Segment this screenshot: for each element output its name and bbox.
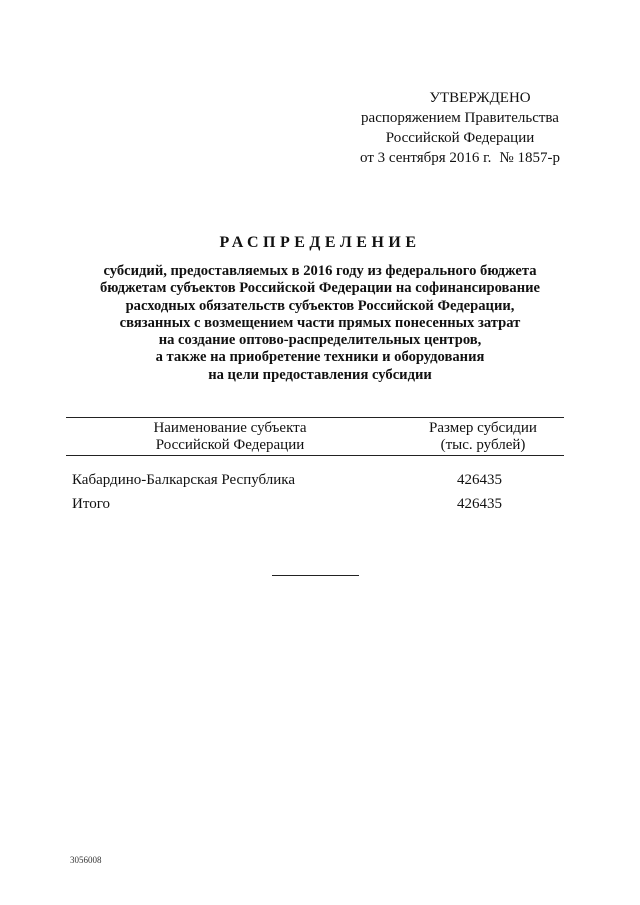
approval-stamp: УТВЕРЖДЕНО: [429, 90, 531, 106]
column-header-region-line-2: Российской Федерации: [155, 437, 305, 453]
total-label: Итого: [72, 496, 110, 512]
table-top-rule: [66, 417, 564, 418]
table-row: [72, 470, 572, 490]
approval-date: от 3 сентября 2016 г.: [360, 150, 492, 166]
column-header-region-line-1: Наименование субъекта: [153, 420, 307, 436]
approval-line-2: Российской Федерации: [385, 130, 535, 146]
approval-number: № 1857-р: [499, 150, 560, 166]
subtitle-line: связанных с возмещением части прямых понесенных затрат: [119, 314, 521, 331]
document-code: 3056008: [70, 855, 102, 865]
column-header-region: [100, 420, 360, 454]
subtitle-line: на цели предоставления субсидии: [208, 366, 432, 383]
document-title: РАСПРЕДЕЛЕНИЕ: [219, 234, 421, 251]
approval-block: [300, 88, 620, 168]
column-header-amount: [388, 420, 578, 454]
end-of-document-line: [272, 575, 359, 576]
subtitle-line: бюджетам субъектов Российской Федерации на софинансирование: [99, 280, 541, 297]
row-region-name: Кабардино-Балкарская Республика: [72, 472, 296, 488]
approval-date-line: [300, 148, 620, 168]
column-header-amount-line-2: (тыс. рублей): [440, 437, 526, 453]
column-header-amount-line-1: Размер субсидии: [429, 420, 537, 436]
total-amount: 426435: [457, 496, 502, 512]
subtitle-line: расходных обязательств субъектов Российской Федерации,: [125, 297, 515, 314]
subtitle-line: на создание оптово-распределительных центров,: [158, 332, 482, 349]
subtitle-line: субсидий, предоставляемых в 2016 году из федерального бюджета: [103, 263, 537, 279]
table-row-total: [72, 494, 572, 514]
table-header-rule: [66, 455, 564, 456]
row-amount: 426435: [457, 472, 502, 488]
document-subtitle: [0, 263, 640, 384]
subtitle-line: а также на приобретение техники и оборудования: [155, 349, 485, 366]
approval-line-1: распоряжением Правительства: [361, 110, 559, 126]
